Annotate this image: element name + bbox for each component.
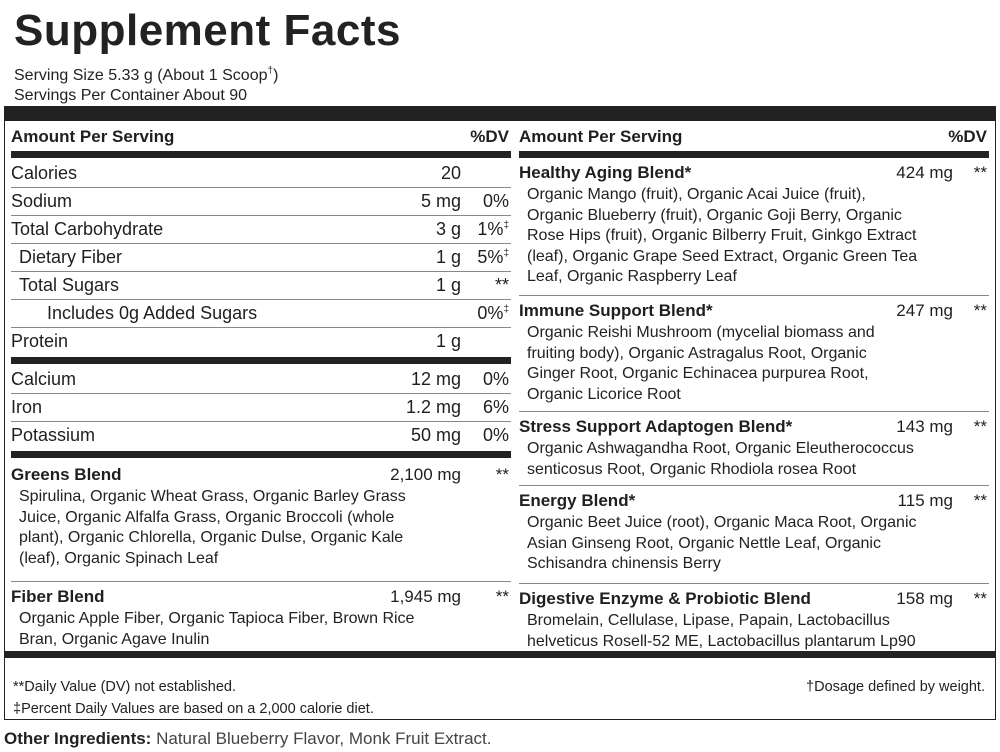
other-ingredients xyxy=(4,729,491,749)
nutrient-dv xyxy=(477,243,509,271)
blend-dv: ** xyxy=(495,587,509,606)
blend-dv: ** xyxy=(973,491,987,510)
blend-ingredients xyxy=(527,323,969,405)
blend-amount: 424 mg xyxy=(896,163,953,182)
blend-name: Greens Blend xyxy=(11,465,122,484)
blend-dv: ** xyxy=(973,301,987,320)
nutrient-row xyxy=(11,393,511,421)
right-column xyxy=(519,121,989,719)
blend-name: Digestive Enzyme & Probiotic Blend xyxy=(519,589,811,608)
dv-label: %DV xyxy=(948,127,987,146)
nutrient-row xyxy=(11,299,511,327)
blend-amount: 143 mg xyxy=(896,417,953,436)
other-ingredients-label: Other Ingredients: xyxy=(4,729,152,748)
ingredient-line: helveticus Rosell-52 ME, Lactobacillus plantarum Lp90 xyxy=(527,632,916,650)
top-divider xyxy=(5,107,995,121)
nutrient-amount: 3 g xyxy=(435,219,461,239)
ingredient-line: Organic Blueberry (fruit), Organic Goji Berry, Organic xyxy=(527,206,902,224)
nutrient-row xyxy=(11,243,511,271)
nutrient-dv-value: 1% xyxy=(477,219,504,239)
blend-divider xyxy=(519,411,989,412)
ingredient-line: Spirulina, Organic Wheat Grass, Organic Barley Grass xyxy=(19,488,406,505)
nutrient-label: Total Sugars xyxy=(19,275,120,295)
page-title: Supplement Facts xyxy=(14,6,401,55)
nutrient-dv xyxy=(477,215,509,243)
nutrient-label: Dietary Fiber xyxy=(19,247,123,267)
nutrient-dv-value: 5% xyxy=(477,247,504,267)
blend-ingredients xyxy=(527,185,969,288)
blend-dv: ** xyxy=(495,465,509,484)
blend-divider xyxy=(519,295,989,296)
other-ingredients-value: Natural Blueberry Flavor, Monk Fruit Extract. xyxy=(151,729,492,748)
nutrient-label: Calcium xyxy=(11,369,77,389)
blend-dv: ** xyxy=(973,417,987,436)
nutrient-dv xyxy=(495,271,509,299)
blend-amount: 247 mg xyxy=(896,301,953,320)
nutrient-row xyxy=(11,271,511,299)
blend-amount: 2,100 mg xyxy=(390,465,461,484)
footnote-dosage: †Dosage defined by weight. xyxy=(806,679,985,695)
footnote-mark: ‡ xyxy=(503,220,509,231)
blend-ingredients xyxy=(527,611,969,652)
blend-divider xyxy=(519,485,989,486)
ingredient-line: Rose Hips (fruit), Organic Bilberry Fruit, Ginkgo Extract xyxy=(527,227,917,244)
nutrient-dv xyxy=(483,393,509,421)
divider xyxy=(11,357,511,364)
nutrient-amount: 1 g xyxy=(435,247,461,267)
nutrient-row xyxy=(11,215,511,243)
nutrient-amount: 1.2 mg xyxy=(405,397,461,417)
footnote-mark: ‡ xyxy=(503,304,509,315)
blend-ingredients xyxy=(19,487,491,569)
blend-name: Energy Blend* xyxy=(519,491,636,510)
divider xyxy=(11,151,511,158)
ingredient-line: Organic Reishi Mushroom (mycelial biomass and xyxy=(527,324,875,341)
serving-info xyxy=(14,66,278,106)
nutrient-dv-value: 6% xyxy=(482,397,509,417)
nutrient-dv xyxy=(483,187,509,215)
blend-amount: 115 mg xyxy=(897,491,953,510)
ingredient-line: Organic Licorice Root xyxy=(527,385,681,403)
divider xyxy=(519,151,989,158)
serving-size: Serving Size 5.33 g (About 1 Scoop†) xyxy=(14,65,279,84)
ingredient-line: Bran, Organic Agave Inulin xyxy=(19,630,210,648)
nutrient-dv-value: ** xyxy=(494,275,509,295)
blend-divider xyxy=(519,583,989,584)
nutrient-dv-value: 0% xyxy=(482,425,509,445)
nutrient-label: Includes 0g Added Sugars xyxy=(47,303,258,323)
blend-name: Healthy Aging Blend* xyxy=(519,163,692,182)
ingredient-line: Ginger Root, Organic Echinacea purpurea Root, xyxy=(527,365,869,382)
nutrient-amount: 20 xyxy=(440,163,461,183)
facts-panel xyxy=(4,106,996,720)
ingredient-line: senticosus Root, Organic Rhodiola rosea Root xyxy=(527,460,857,478)
blend-amount: 1,945 mg xyxy=(390,587,461,606)
blend-name: Fiber Blend xyxy=(11,587,105,606)
nutrient-row xyxy=(11,327,511,355)
footnote-percent: ‡Percent Daily Values are based on a 2,000 calorie diet. xyxy=(13,701,374,717)
nutrient-amount: 50 mg xyxy=(410,425,461,445)
nutrient-amount: 5 mg xyxy=(420,191,461,211)
left-column xyxy=(11,121,511,719)
ingredient-line: fruiting body), Organic Astragalus Root, Organic xyxy=(527,344,867,362)
blend-amount: 158 mg xyxy=(896,589,953,608)
divider xyxy=(11,451,511,458)
nutrient-amount: 1 g xyxy=(435,275,461,295)
ingredient-line: Juice, Organic Alfalfa Grass, Organic Broccoli (whole xyxy=(19,508,395,526)
blend-dv: ** xyxy=(973,163,987,182)
footnote-dv: **Daily Value (DV) not established. xyxy=(13,679,236,695)
ingredient-line: Schisandra chinensis Berry xyxy=(527,555,721,572)
ingredient-line: Bromelain, Cellulase, Lipase, Papain, Lactobacillus xyxy=(527,612,890,629)
ingredient-line: Organic Mango (fruit), Organic Acai Juice (fruit), xyxy=(527,186,866,203)
nutrient-label: Iron xyxy=(11,397,43,417)
nutrient-label: Sodium xyxy=(11,191,73,211)
ingredient-line: Leaf, Organic Raspberry Leaf xyxy=(527,268,737,285)
blend-ingredients xyxy=(19,609,491,650)
nutrient-row xyxy=(11,365,511,393)
nutrient-label: Calories xyxy=(11,163,78,183)
nutrient-dv xyxy=(483,421,509,449)
amount-per-serving-label: Amount Per Serving xyxy=(519,127,683,146)
blend-dv: ** xyxy=(973,589,987,608)
ingredient-line: Organic Beet Juice (root), Organic Maca Root, Organic xyxy=(527,514,917,531)
nutrient-row xyxy=(11,159,511,187)
ingredient-line: plant), Organic Chlorella, Organic Dulse, Organic Kale xyxy=(19,529,404,546)
nutrient-row xyxy=(11,187,511,215)
ingredient-line: Asian Ginseng Root, Organic Nettle Leaf, Organic xyxy=(527,534,881,552)
blend-name: Stress Support Adaptogen Blend* xyxy=(519,417,793,436)
servings-per-container: Servings Per Container About 90 xyxy=(14,87,248,104)
footnote-mark: ‡ xyxy=(503,248,509,259)
ingredient-line: (leaf), Organic Grape Seed Extract, Organic Green Tea xyxy=(527,247,918,265)
nutrient-dv-value: 0% xyxy=(477,303,504,323)
nutrient-label: Potassium xyxy=(11,425,96,445)
dv-label: %DV xyxy=(470,127,509,146)
nutrient-dv xyxy=(483,365,509,393)
ingredient-line: (leaf), Organic Spinach Leaf xyxy=(19,549,219,567)
left-header xyxy=(11,127,511,147)
blend-divider xyxy=(11,581,511,582)
blend-ingredients xyxy=(527,513,969,575)
blend-name: Immune Support Blend* xyxy=(519,301,713,320)
blend-ingredients xyxy=(527,439,969,480)
nutrient-row xyxy=(11,421,511,449)
nutrient-amount: 1 g xyxy=(435,331,461,351)
right-header xyxy=(519,127,989,147)
nutrient-dv xyxy=(477,299,509,327)
nutrient-amount: 12 mg xyxy=(410,369,461,389)
nutrient-label: Protein xyxy=(11,331,69,351)
ingredient-line: Organic Apple Fiber, Organic Tapioca Fiber, Brown Rice xyxy=(19,610,415,627)
nutrient-dv-value: 0% xyxy=(482,369,509,389)
nutrient-label: Total Carbohydrate xyxy=(11,219,164,239)
amount-per-serving-label: Amount Per Serving xyxy=(11,127,175,146)
nutrient-dv-value: 0% xyxy=(482,191,509,211)
footnote-divider xyxy=(5,651,995,658)
ingredient-line: Organic Ashwagandha Root, Organic Eleutherococcus xyxy=(527,440,914,457)
